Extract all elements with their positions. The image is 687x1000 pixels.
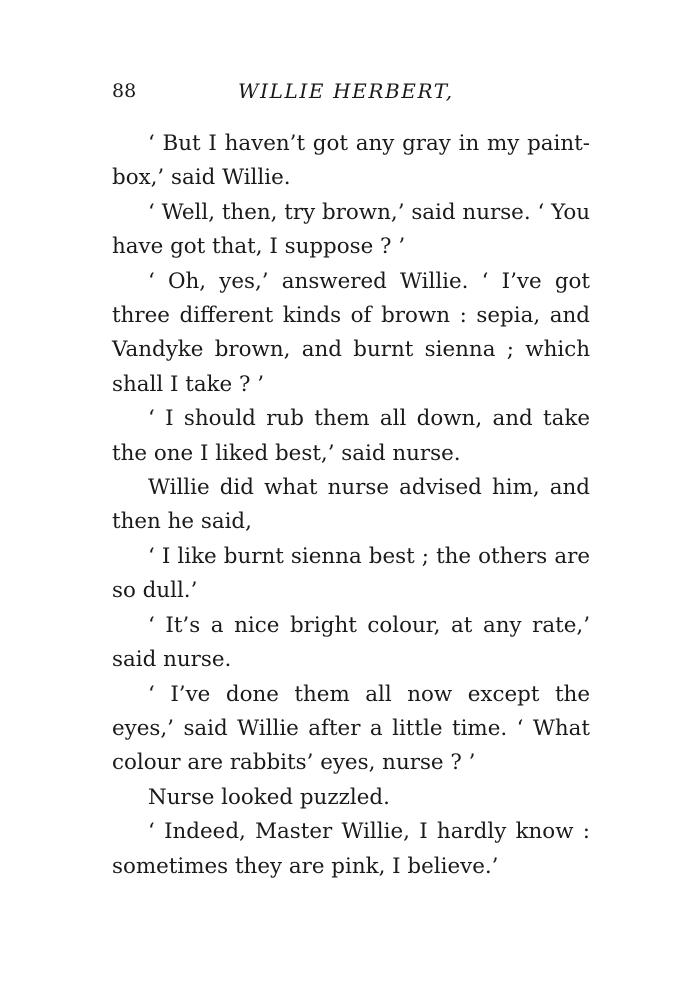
page-header — [112, 78, 576, 106]
paragraph: Nurse looked puzzled. — [148, 784, 390, 810]
paragraph: ‘ I should rub them all down, and take the one I liked best,’ said nurse. — [112, 406, 590, 466]
paragraph: ‘ But I haven’t got any gray in my paint-box,’ said Willie. — [112, 131, 590, 191]
page-number: 88 — [112, 80, 137, 102]
running-head: WILLIE HERBERT, — [238, 79, 454, 103]
paragraph: ‘ Well, then, try brown,’ said nurse. ‘ You have got that, I suppose ? ’ — [112, 199, 590, 260]
body-text — [112, 127, 590, 884]
paragraph: ‘ I like burnt sienna best ; the others are so dull.’ — [112, 543, 590, 604]
paragraph: ‘ Oh, yes,’ answered Willie. ‘ I’ve got three different kinds of brown : sepia, and Vandyke brown, and burnt sienna ; which shall I take ? ’ — [112, 268, 590, 397]
paragraph: ‘ It’s a nice bright colour, at any rate,’ said nurse. — [112, 612, 590, 673]
paragraph: ‘ I’ve done them all now except the eyes,’ said Willie after a little time. ‘ What colour are rabbits’ eyes, nurse ? ’ — [112, 681, 590, 776]
paragraph: ‘ Indeed, Master Willie, I hardly know : sometimes they are pink, I believe.’ — [112, 819, 590, 879]
paragraph: Willie did what nurse advised him, and then he said, — [112, 475, 590, 535]
